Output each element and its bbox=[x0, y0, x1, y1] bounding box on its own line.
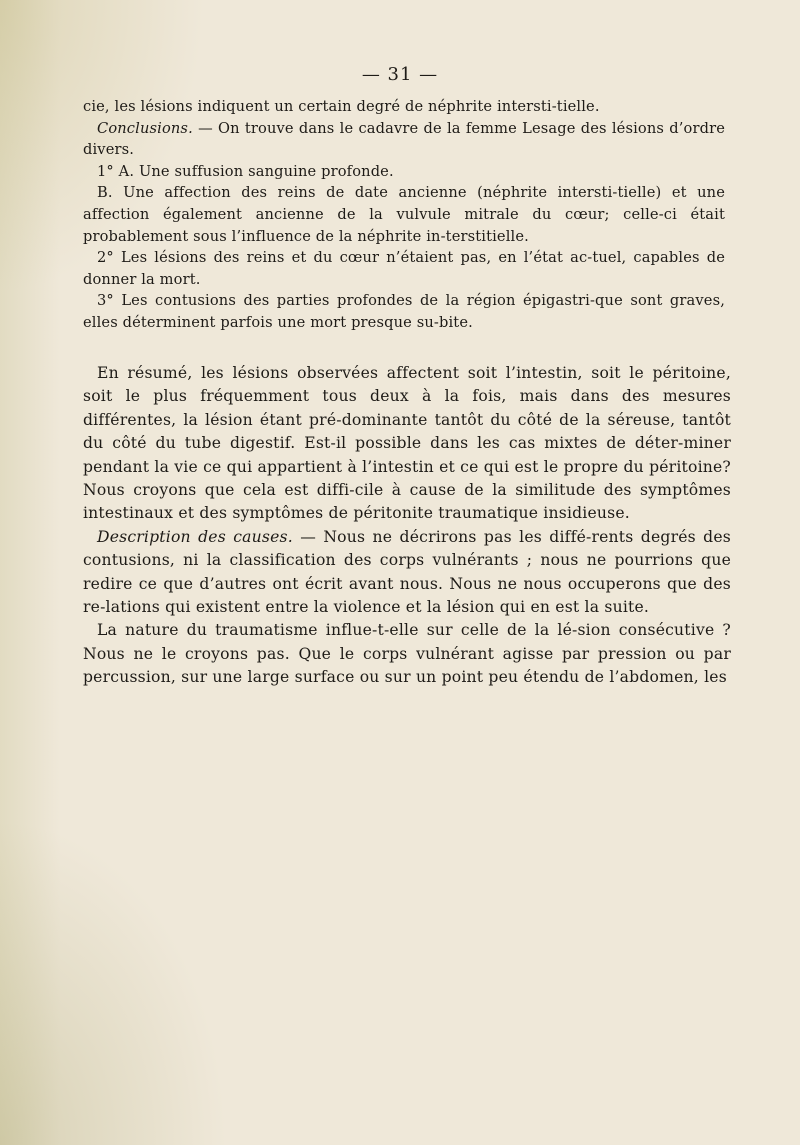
paragraph-item-1a: 1° A. Une suffusion sanguine profonde. bbox=[97, 162, 394, 180]
paragraph-trauma-nature: La nature du traumatisme influe-t-elle sur celle de la lé-sion consécutive ? Nous ne le croyons pas. Que le corps vulnérant agisse par pression ou par percussion, sur une large surface ou sur un point peu étendu de l’abdomen, les bbox=[83, 621, 731, 687]
page-number: — 31 — bbox=[361, 64, 439, 85]
paragraph-item-2: 2° Les lésions des reins et du cœur n’étaient pas, en l’état ac-tuel, capables de donner la mort. bbox=[83, 249, 725, 288]
paragraph-item-1b: B. Une affection des reins de date ancienne (néphrite intersti-tielle) et une affection également ancienne de la vulvule mitrale du cœur; celle-ci était probablement sous l’influence de la néphrite in-terstitielle. bbox=[83, 184, 725, 245]
paragraph-conclusions bbox=[83, 118, 725, 161]
paragraph-text: — On trouve dans le cadavre de la femme Lesage des lésions d’ordre divers. bbox=[83, 119, 725, 159]
paragraph-summary: En résumé, les lésions observées affectent soit l’intestin, soit le péritoine, soit le plus fréquemment tous deux à la fois, mais dans des mesures différentes, la lésion étant pré-dominante tantôt du côté de la séreuse, tantôt du côté du tube digestif. Est-il possible dans les cas mixtes de déter-miner pendant la vie ce qui appartient à l’intestin et ce qui est le propre du péritoine? Nous croyons que cela est diffi-cile à cause de la similitude des symptômes intestinaux et des symptômes de péritonite traumatique insidieuse. bbox=[83, 364, 731, 523]
paragraph-causes bbox=[83, 526, 731, 620]
main-text bbox=[83, 362, 731, 690]
paragraph-item-3: 3° Les contusions des parties profondes de la région épigastri-que sont graves, elles déterminent parfois une mort presque su-bite. bbox=[83, 292, 725, 331]
section-heading-conclusions: Conclusions. bbox=[97, 119, 193, 137]
paragraph-continuation: cie, les lésions indiquent un certain degré de néphrite intersti-tielle. bbox=[83, 98, 600, 115]
paragraph-text: — Nous ne décrirons pas les diffé-rents degrés des contusions, ni la classification des corps vulnérants ; nous ne pourrions que redire ce que d’autres ont écrit avant nous. Nous ne nous occuperons que des re-lations qui existent entre la violence et la lésion qui en est la suite. bbox=[83, 527, 731, 617]
section-heading-causes: Description des causes. bbox=[97, 527, 293, 546]
report-conclusions bbox=[83, 96, 725, 334]
